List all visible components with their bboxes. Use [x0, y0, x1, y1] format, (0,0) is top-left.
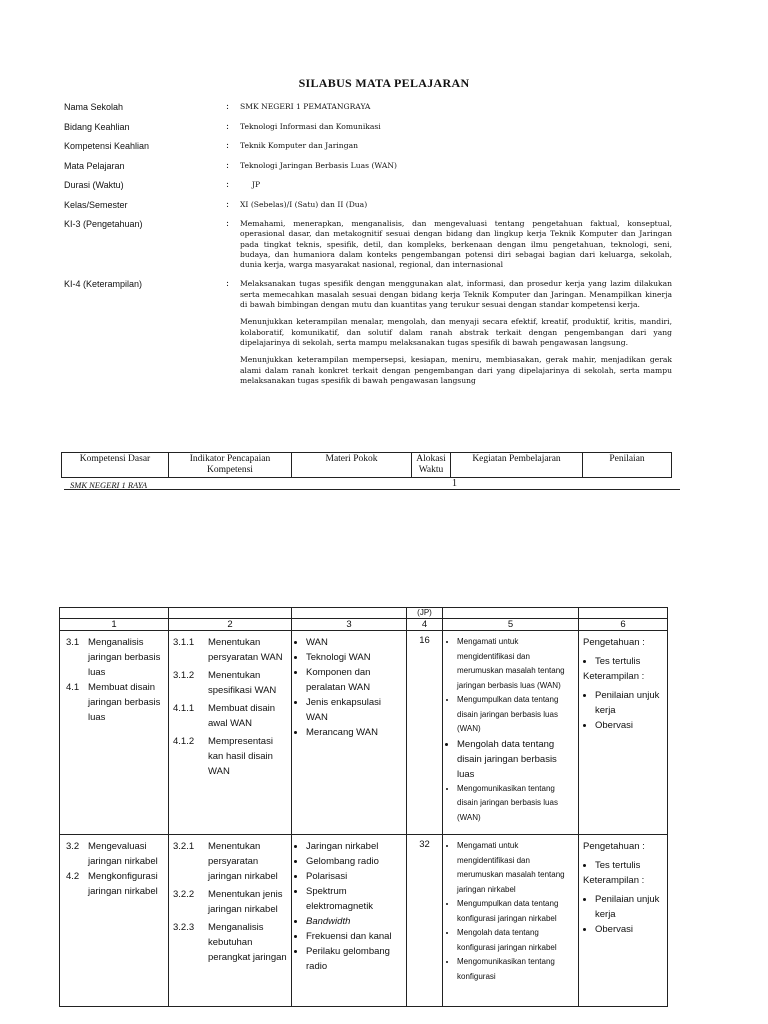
jp-label: (JP)	[407, 608, 443, 619]
header-cell: Kegiatan Pembelajaran	[451, 453, 583, 478]
info-value: Teknologi Jaringan Berbasis Luas (WAN)	[240, 160, 397, 170]
column-number: 3	[292, 619, 407, 631]
indicator-item: 4.1.2 Mempresentasi kan hasil disain WAN	[173, 736, 273, 777]
kegiatan-cell	[443, 631, 579, 835]
penilaian-heading: Pengetahuan :	[583, 637, 645, 648]
materi-item: • Teknologi WAN	[306, 650, 404, 665]
materi-item: • Merancang WAN	[306, 725, 404, 740]
info-colon: :	[226, 180, 230, 190]
penilaian-item: • Penilaian unjuk kerja	[595, 688, 665, 718]
penilaian-item: • Obervasi	[595, 922, 665, 937]
ki4-paragraph: Menunjukkan keterampilan mempersepsi, kesiapan, meniru, membiasakan, gerak mahir, menjadikan gerak alami dalam ranah konkret terkait dengan pengembangan dari yang dipelajarinya di sekolah, serta mampu melaksanakan tugas spesifik di bawah pengawasan langsung	[240, 355, 672, 385]
info-value: Teknologi Informasi dan Komunikasi	[240, 121, 381, 131]
alokasi-cell: 16	[407, 631, 443, 835]
info-row-subject	[64, 161, 684, 172]
materi-item: • WAN	[306, 635, 404, 650]
kegiatan-item: • Mengolah data tentang disain jaringan berbasis luas	[457, 737, 576, 782]
kd-cell	[60, 835, 169, 1007]
info-colon: :	[226, 121, 230, 132]
kegiatan-item: • Mengumpulkan data tentang konfigurasi jaringan nirkabel	[457, 897, 576, 926]
materi-item: • Spektrum elektromagnetik	[306, 884, 404, 914]
kd-item: 3.2 Mengevaluasi jaringan nirkabel	[66, 841, 158, 867]
info-label: Nama Sekolah	[64, 102, 124, 112]
info-row-school	[64, 102, 684, 113]
penilaian-item: • Tes tertulis	[595, 858, 665, 873]
column-number-row	[60, 619, 668, 631]
kd-item: 4.2 Mengkonfigurasi jaringan nirkabel	[66, 871, 158, 897]
info-label: Durasi (Waktu)	[64, 180, 124, 190]
indicator-item: 3.2.3 Menganalisis kebutuhan perangkat jaringan	[173, 922, 287, 963]
footer-divider	[64, 489, 680, 490]
jp-row	[60, 608, 668, 619]
materi-item: • Frekuensi dan kanal	[306, 929, 404, 944]
kegiatan-item: • Mengamati untuk mengidentifikasi dan merumuskan masalah tentang jaringan nirkabel	[457, 839, 576, 897]
kegiatan-item: • Mengolah data tentang konfigurasi jaringan nirkabel	[457, 926, 576, 955]
info-value: JP	[252, 180, 261, 189]
info-value: XI (Sebelas)/I (Satu) dan II (Dua)	[240, 199, 368, 209]
footer-school: SMK NEGERI 1 RAYA	[70, 480, 148, 490]
info-label: Kompetensi Keahlian	[64, 141, 150, 151]
kd-item: 4.1 Membuat disain jaringan berbasis luas	[66, 682, 161, 723]
indicator-item: 3.2.2 Menentukan jenis jaringan nirkabel	[173, 889, 283, 915]
info-row-class	[64, 200, 684, 211]
indicator-cell	[169, 631, 292, 835]
materi-item: • Perilaku gelombang radio	[306, 944, 404, 974]
column-number: 5	[443, 619, 579, 631]
info-colon: :	[226, 160, 230, 171]
header-cell: Alokasi Waktu	[412, 453, 451, 478]
table-row	[60, 835, 668, 1007]
info-value: SMK NEGERI 1 PEMATANGRAYA	[240, 102, 371, 111]
table-row	[60, 631, 668, 835]
info-label: Bidang Keahlian	[64, 121, 130, 132]
materi-item: • Jenis enkapsulasi WAN	[306, 695, 404, 725]
info-row-ki4	[64, 279, 684, 393]
syllabus-header-table	[61, 452, 672, 478]
materi-item: • Komponen dan peralatan WAN	[306, 665, 404, 695]
info-value	[240, 279, 672, 393]
penilaian-cell	[579, 631, 668, 835]
column-number: 1	[60, 619, 169, 631]
materi-cell	[292, 835, 407, 1007]
penilaian-heading: Keterampilan :	[583, 875, 645, 886]
kd-cell	[60, 631, 169, 835]
header-cell: Kompetensi Dasar	[62, 453, 169, 478]
materi-item: • Gelombang radio	[306, 854, 404, 869]
table-header-row	[62, 453, 672, 478]
indicator-item: 4.1.1 Membuat disain awal WAN	[173, 703, 276, 729]
penilaian-item: • Tes tertulis	[595, 654, 665, 669]
info-value: Teknik Komputer dan Jaringan	[240, 141, 358, 150]
info-colon: :	[226, 141, 230, 151]
column-number: 4	[407, 619, 443, 631]
indicator-item: 3.1.1 Menentukan persyaratan WAN	[173, 637, 283, 663]
ki4-paragraph: Melaksanakan tugas spesifik dengan menggunakan alat, informasi, dan prosedur kerja yang lazim dilakukan serta memecahkan masalah sesuai dengan bidang kerja Teknik Komputer dan Jaringan. Menampilkan kinerja di bawah bimbingan dengan mutu dan kuantitas yang terukur sesuai dengan standar kompetensi kerja.	[240, 279, 672, 310]
kegiatan-item: • Mengumpulkan data tentang disain jaringan berbasis luas (WAN)	[457, 693, 576, 737]
info-colon: :	[226, 102, 230, 112]
materi-item: • Jaringan nirkabel	[306, 839, 404, 854]
column-number: 2	[169, 619, 292, 631]
indicator-cell	[169, 835, 292, 1007]
kd-item: 3.1 Menganalisis jaringan berbasis luas	[66, 637, 161, 678]
info-row-ki3	[64, 219, 684, 270]
info-value: Memahami, menerapkan, menganalisis, dan mengevaluasi tentang pengetahuan faktual, konseptual, operasional dasar, dan metakognitif sesuai dengan bidang dan lingkup kerja Teknik Komputer dan Jaringan pada tingkat teknis, spesifik, detil, dan kompleks, berkenaan dengan ilmu pengetahuan, teknologi, seni, budaya, dan humaniora dalam konteks pengembangan potensi diri sebagai bagian dari keluarga, sekolah, dunia kerja, warga masyarakat nasional, regional, dan internasional	[240, 219, 672, 270]
kegiatan-cell	[443, 835, 579, 1007]
penilaian-heading: Keterampilan :	[583, 671, 645, 682]
header-cell: Materi Pokok	[292, 453, 412, 478]
penilaian-heading: Pengetahuan :	[583, 841, 645, 852]
page-number: 1	[452, 478, 457, 489]
kegiatan-item: • Mengamati untuk mengidentifikasi dan merumuskan masalah tentang jaringan berbasis luas (WAN)	[457, 635, 576, 693]
info-row-competency	[64, 141, 684, 152]
materi-cell	[292, 631, 407, 835]
info-row-field	[64, 122, 684, 133]
indicator-item: 3.2.1 Menentukan persyaratan jaringan nirkabel	[173, 841, 278, 882]
syllabus-table	[59, 607, 668, 1007]
info-label: KI-4 (Keterampilan)	[64, 279, 143, 290]
ki4-paragraph: Menunjukkan keterampilan menalar, mengolah, dan menyaji secara efektif, kreatif, produktif, kritis, mandiri, kolaboratif, komunikatif, dan solutif dalam ranah abstrak terkait dengan pengembangan dari yang dipelajarinya di sekolah, serta mampu melaksanakan tugas spesifik di bawah pengawasan langsung.	[240, 317, 672, 347]
info-label: Mata Pelajaran	[64, 160, 125, 171]
info-label: KI-3 (Pengetahuan)	[64, 219, 143, 229]
indicator-item: 3.1.2 Menentukan spesifikasi WAN	[173, 670, 277, 696]
penilaian-cell	[579, 835, 668, 1007]
kegiatan-item: • Mengomunikasikan tentang disain jaringan berbasis luas (WAN)	[457, 782, 576, 826]
info-row-duration	[64, 180, 684, 191]
info-block	[64, 102, 684, 393]
info-colon: :	[226, 199, 230, 210]
penilaian-item: • Penilaian unjuk kerja	[595, 892, 665, 922]
alokasi-cell: 32	[407, 835, 443, 1007]
kegiatan-item: • Mengomunikasikan tentang konfigurasi	[457, 955, 576, 984]
info-colon: :	[226, 219, 230, 229]
materi-item: • Polarisasi	[306, 869, 404, 884]
info-label: Kelas/Semester	[64, 199, 128, 210]
materi-item: • Bandwidth	[306, 914, 404, 929]
info-colon: :	[226, 279, 230, 290]
header-cell: Indikator Pencapaian Kompetensi	[169, 453, 292, 478]
document-title: SILABUS MATA PELAJARAN	[298, 76, 470, 90]
column-number: 6	[579, 619, 668, 631]
header-cell: Penilaian	[583, 453, 672, 478]
penilaian-item: • Obervasi	[595, 718, 665, 733]
